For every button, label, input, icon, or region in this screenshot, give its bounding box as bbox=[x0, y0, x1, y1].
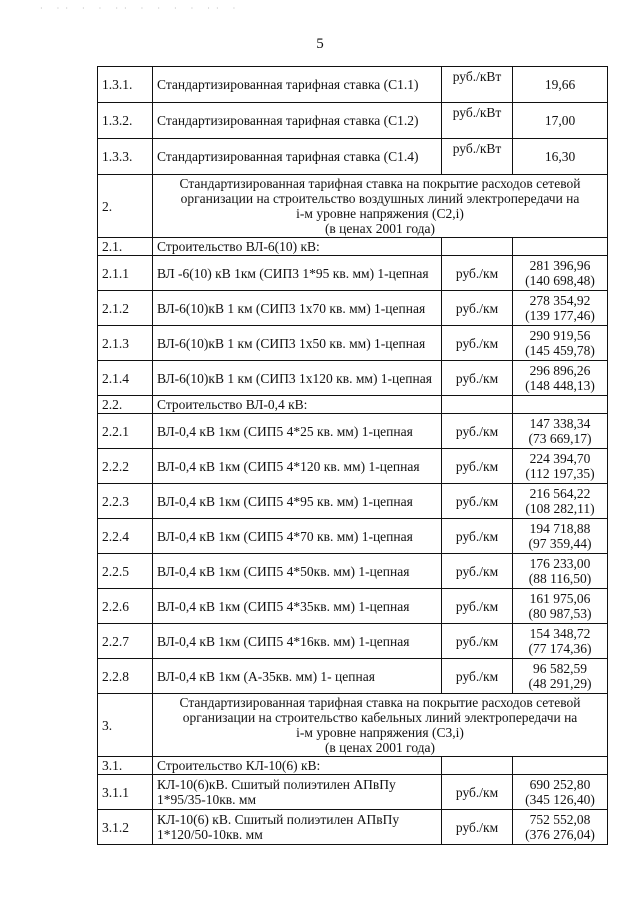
subsection-row bbox=[98, 757, 608, 775]
empty-cell bbox=[513, 238, 608, 256]
row-unit: руб./км bbox=[442, 554, 513, 589]
row-description: ВЛ-0,4 кВ 1км (СИП5 4*95 кв. мм) 1-цепная bbox=[153, 484, 442, 519]
row-description: ВЛ-0,4 кВ 1км (СИП5 4*50кв. мм) 1-цепная bbox=[153, 554, 442, 589]
row-value-main: 96 582,59 bbox=[533, 661, 587, 676]
section-number: 3. bbox=[98, 694, 153, 757]
section-title bbox=[153, 175, 608, 238]
row-unit: руб./км bbox=[442, 361, 513, 396]
table-row bbox=[98, 139, 608, 175]
table-row bbox=[98, 484, 608, 519]
subsection-number: 2.2. bbox=[98, 396, 153, 414]
empty-cell bbox=[442, 396, 513, 414]
row-unit: руб./км bbox=[442, 484, 513, 519]
row-value bbox=[513, 554, 608, 589]
section-number: 2. bbox=[98, 175, 153, 238]
subsection-label: Строительство ВЛ-0,4 кВ: bbox=[153, 396, 442, 414]
row-number: 2.2.4 bbox=[98, 519, 153, 554]
row-value-secondary: (108 282,11) bbox=[525, 501, 595, 516]
row-value bbox=[513, 414, 608, 449]
row-description: ВЛ-0,4 кВ 1км (СИП5 4*16кв. мм) 1-цепная bbox=[153, 624, 442, 659]
row-number: 1.3.3. bbox=[98, 139, 153, 175]
row-number: 2.1.2 bbox=[98, 291, 153, 326]
row-number: 2.2.1 bbox=[98, 414, 153, 449]
row-unit: руб./км bbox=[442, 810, 513, 845]
row-number: 3.1.2 bbox=[98, 810, 153, 845]
section-title-line: i-м уровне напряжения (С2,i) bbox=[296, 206, 464, 221]
row-value-main: 290 919,56 bbox=[529, 328, 591, 343]
row-number: 1.3.1. bbox=[98, 67, 153, 103]
table-row bbox=[98, 554, 608, 589]
row-value bbox=[513, 326, 608, 361]
section-title-line: i-м уровне напряжения (С3,i) bbox=[296, 725, 464, 740]
row-value bbox=[513, 484, 608, 519]
row-value-main: 224 394,70 bbox=[529, 451, 591, 466]
empty-cell bbox=[442, 757, 513, 775]
row-description: ВЛ-0,4 кВ 1км (А-35кв. мм) 1- цепная bbox=[153, 659, 442, 694]
row-value-secondary: (73 669,17) bbox=[528, 431, 592, 446]
row-number: 2.1.3 bbox=[98, 326, 153, 361]
row-number: 3.1.1 bbox=[98, 775, 153, 810]
row-number: 1.3.2. bbox=[98, 103, 153, 139]
table-row bbox=[98, 659, 608, 694]
row-description: ВЛ-6(10)кВ 1 км (СИП3 1х120 кв. мм) 1-цепная bbox=[153, 361, 442, 396]
row-number: 2.2.5 bbox=[98, 554, 153, 589]
table-row bbox=[98, 291, 608, 326]
section-title-line: (в ценах 2001 года) bbox=[324, 740, 436, 755]
table-row bbox=[98, 414, 608, 449]
row-value-secondary: (139 177,46) bbox=[525, 308, 595, 323]
row-value-main: 147 338,34 bbox=[529, 416, 591, 431]
row-value: 16,30 bbox=[513, 139, 608, 175]
row-unit: руб./км bbox=[442, 659, 513, 694]
row-unit: руб./кВт bbox=[442, 103, 513, 139]
row-number: 2.1.4 bbox=[98, 361, 153, 396]
row-value-secondary: (145 459,78) bbox=[525, 343, 595, 358]
table-row bbox=[98, 361, 608, 396]
row-value-main: 296 896,26 bbox=[529, 363, 591, 378]
row-unit: руб./км bbox=[442, 775, 513, 810]
row-number: 2.2.2 bbox=[98, 449, 153, 484]
row-value-secondary: (88 116,50) bbox=[528, 571, 592, 586]
row-value-main: 154 348,72 bbox=[529, 626, 591, 641]
row-description: ВЛ-0,4 кВ 1км (СИП5 4*70 кв. мм) 1-цепная bbox=[153, 519, 442, 554]
page-number: 5 bbox=[316, 36, 324, 52]
row-value bbox=[513, 589, 608, 624]
row-value bbox=[513, 291, 608, 326]
subsection-number: 3.1. bbox=[98, 757, 153, 775]
table-row bbox=[98, 775, 608, 810]
section-title bbox=[153, 694, 608, 757]
section-title-line: Стандартизированная тарифная ставка на покрытие расходов сетевой bbox=[179, 695, 581, 710]
row-unit: руб./км bbox=[442, 414, 513, 449]
row-value-main: 690 252,80 bbox=[529, 777, 591, 792]
section-title-line: Стандартизированная тарифная ставка на покрытие расходов сетевой bbox=[179, 176, 581, 191]
row-value bbox=[513, 256, 608, 291]
row-value-main: 161 975,06 bbox=[529, 591, 591, 606]
empty-cell bbox=[513, 757, 608, 775]
row-number: 2.2.7 bbox=[98, 624, 153, 659]
row-unit: руб./км bbox=[442, 291, 513, 326]
row-number: 2.2.8 bbox=[98, 659, 153, 694]
table-row bbox=[98, 449, 608, 484]
row-value: 17,00 bbox=[513, 103, 608, 139]
row-value-secondary: (97 359,44) bbox=[528, 536, 592, 551]
section-title-line: (в ценах 2001 года) bbox=[324, 221, 436, 236]
section-title-line: организации на строительство воздушных линий электропередачи на bbox=[180, 191, 580, 206]
row-value bbox=[513, 361, 608, 396]
table-row bbox=[98, 519, 608, 554]
row-number: 2.2.6 bbox=[98, 589, 153, 624]
table-row bbox=[98, 810, 608, 845]
section-title-line: организации на строительство кабельных линий электропередачи на bbox=[182, 710, 578, 725]
row-value-main: 216 564,22 bbox=[529, 486, 591, 501]
row-value bbox=[513, 775, 608, 810]
row-unit: руб./км bbox=[442, 519, 513, 554]
row-value-secondary: (376 276,04) bbox=[525, 827, 595, 842]
row-unit: руб./кВт bbox=[442, 139, 513, 175]
row-number: 2.1.1 bbox=[98, 256, 153, 291]
row-value-secondary: (140 698,48) bbox=[525, 273, 595, 288]
tariff-table bbox=[97, 66, 608, 845]
row-value-main: 194 718,88 bbox=[529, 521, 591, 536]
subsection-row bbox=[98, 238, 608, 256]
row-value-main: 176 233,00 bbox=[529, 556, 591, 571]
table-row bbox=[98, 67, 608, 103]
row-description: ВЛ-0,4 кВ 1км (СИП5 4*25 кв. мм) 1-цепная bbox=[153, 414, 442, 449]
row-unit: руб./км bbox=[442, 589, 513, 624]
row-unit: руб./км bbox=[442, 624, 513, 659]
subsection-label: Строительство ВЛ-6(10) кВ: bbox=[153, 238, 442, 256]
row-value-secondary: (345 126,40) bbox=[525, 792, 595, 807]
row-unit: руб./км bbox=[442, 256, 513, 291]
row-description: ВЛ-0,4 кВ 1км (СИП5 4*35кв. мм) 1-цепная bbox=[153, 589, 442, 624]
row-description: ВЛ-6(10)кВ 1 км (СИП3 1х50 кв. мм) 1-цепная bbox=[153, 326, 442, 361]
row-value bbox=[513, 449, 608, 484]
section-title-row bbox=[98, 175, 608, 238]
row-value-secondary: (48 291,29) bbox=[528, 676, 592, 691]
row-description: ВЛ-6(10)кВ 1 км (СИП3 1х70 кв. мм) 1-цепная bbox=[153, 291, 442, 326]
row-value-secondary: (80 987,53) bbox=[528, 606, 592, 621]
subsection-row bbox=[98, 396, 608, 414]
row-value bbox=[513, 659, 608, 694]
row-description: ВЛ-0,4 кВ 1км (СИП5 4*120 кв. мм) 1-цепная bbox=[153, 449, 442, 484]
row-unit: руб./км bbox=[442, 449, 513, 484]
table-row bbox=[98, 103, 608, 139]
row-value-main: 752 552,08 bbox=[529, 812, 591, 827]
table-row bbox=[98, 256, 608, 291]
subsection-label: Строительство КЛ-10(6) кВ: bbox=[153, 757, 442, 775]
row-description: Стандартизированная тарифная ставка (С1.4) bbox=[153, 139, 442, 175]
row-value: 19,66 bbox=[513, 67, 608, 103]
row-description: Стандартизированная тарифная ставка (С1.2) bbox=[153, 103, 442, 139]
row-description: ВЛ -6(10) кВ 1км (СИП3 1*95 кв. мм) 1-цепная bbox=[153, 256, 442, 291]
row-value-secondary: (112 197,35) bbox=[525, 466, 595, 481]
row-value-main: 278 354,92 bbox=[529, 293, 591, 308]
section-title-row bbox=[98, 694, 608, 757]
row-value bbox=[513, 519, 608, 554]
row-value bbox=[513, 624, 608, 659]
tariff-table-body bbox=[98, 67, 608, 845]
row-value-secondary: (77 174,36) bbox=[528, 641, 592, 656]
scan-artifacts: · ·· · · ·· · · · · ·· · bbox=[40, 4, 242, 13]
row-value bbox=[513, 810, 608, 845]
table-row bbox=[98, 326, 608, 361]
row-unit: руб./км bbox=[442, 326, 513, 361]
table-row bbox=[98, 624, 608, 659]
empty-cell bbox=[513, 396, 608, 414]
row-unit: руб./кВт bbox=[442, 67, 513, 103]
row-description: Стандартизированная тарифная ставка (С1.1) bbox=[153, 67, 442, 103]
row-value-main: 281 396,96 bbox=[529, 258, 591, 273]
table-row bbox=[98, 589, 608, 624]
row-value-secondary: (148 448,13) bbox=[525, 378, 595, 393]
row-number: 2.2.3 bbox=[98, 484, 153, 519]
row-description: КЛ-10(6) кВ. Сшитый полиэтилен АПвПу 1*120/50-10кв. мм bbox=[153, 810, 442, 845]
subsection-number: 2.1. bbox=[98, 238, 153, 256]
empty-cell bbox=[442, 238, 513, 256]
row-description: КЛ-10(6)кВ. Сшитый полиэтилен АПвПу 1*95/35-10кв. мм bbox=[153, 775, 442, 810]
